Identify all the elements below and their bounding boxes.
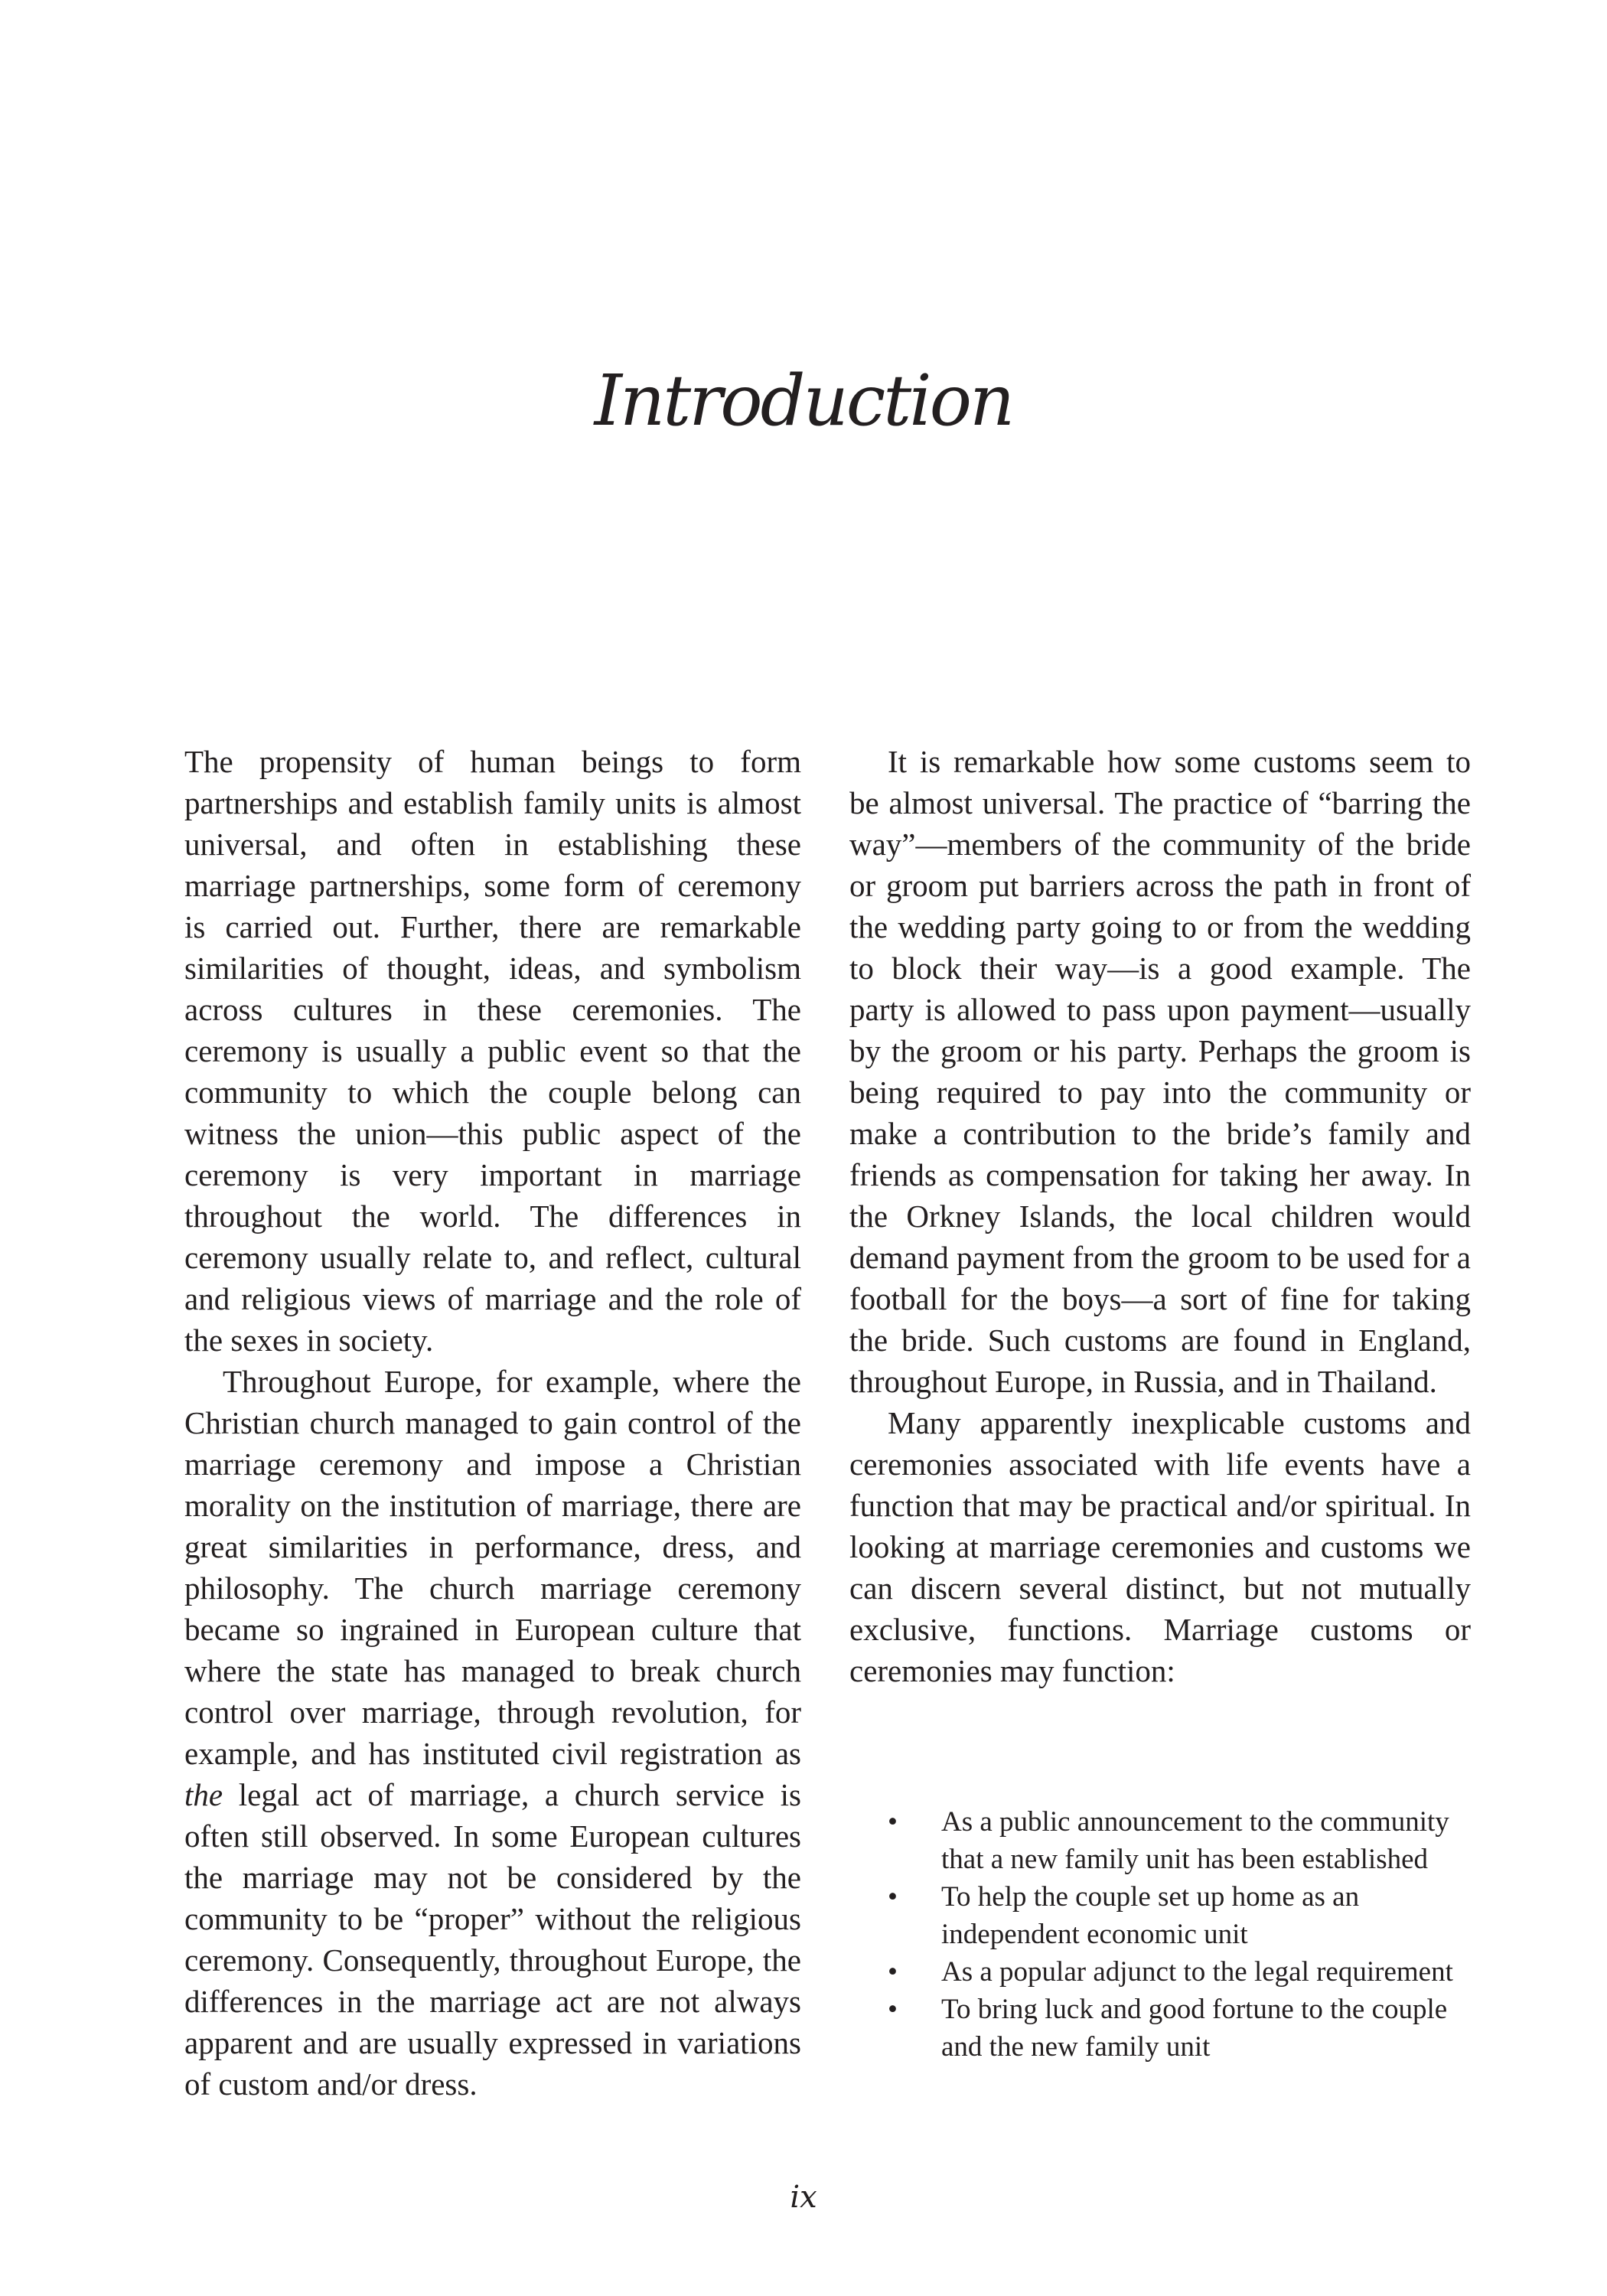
function-list — [888, 1803, 1469, 2066]
body-paragraph-4: Many apparently inexplicable customs and ceremonies associated with life events have a function that may be practical and/or spiritual. In looking at marriage ceremonies and customs we can discern several distinct, but not mutually exclusive, functions. Marriage customs or ceremonies may function: — [849, 1405, 1471, 1688]
page-title: Introduction — [594, 360, 1013, 442]
list-item-text: To bring luck and good fortune to the couple and the new family unit — [941, 1994, 1448, 2063]
bullet-icon: • — [888, 1881, 898, 1913]
body-paragraph-1: The propensity of human beings to form partnerships and establish family units is almost universal, and often in establishing these marriage partnerships, some form of ceremony is carried out. Further, there are remarkable similarities of thought, ideas, and symbolism across cultures in these ceremonies. The ceremony is usually a public event so that the community to which the couple belong can witness the union—this public aspect of the ceremony is very important in marriage throughout the world. The differences in ceremony usually relate to, and reflect, cultural and religious views of marriage and the role of the sexes in society. — [184, 744, 801, 1358]
right-column — [849, 741, 1471, 1691]
list-item-text: As a popular adjunct to the legal requirement — [941, 1956, 1453, 1988]
bullet-icon: • — [888, 1994, 898, 2025]
left-column — [184, 741, 801, 2105]
body-paragraph-2-text-a: Throughout Europe, for example, where the Christian church managed to gain control of the marriage ceremony and impose a Christian morality on the institution of marriage, there are great similarities in performance, dress, and philosophy. The church marriage ceremony became so ingrained in European culture that where the state has managed to break church control over marriage, through revolution, for example, and has instituted civil registration as — [184, 1364, 801, 1771]
list-item — [888, 1991, 1469, 2066]
body-paragraph-2 — [184, 1361, 801, 2105]
page-number: ix — [790, 2180, 817, 2215]
body-paragraph-3: It is remarkable how some customs seem to be almost universal. The practice of “barring the way”—members of the community of the bride or groom put barriers across the path in front of the wedding party going to or from the wedding to block their way—is a good example. The party is allowed to pass upon payment—usually by the groom or his party. Perhaps the groom is being required to pay into the community or make a contribution to the bride’s family and friends as compensation for taking her away. In the Orkney Islands, the local children would demand payment from the groom to be used for a football for the boys—a sort of fine for taking the bride. Such customs are found in England, throughout Europe, in Russia, and in Thailand. — [849, 744, 1471, 1399]
list-item-text: To help the couple set up home as an independent economic unit — [941, 1881, 1360, 1950]
list-item-text: As a public announcement to the community that a new family unit has been established — [941, 1806, 1449, 1875]
list-item — [888, 1803, 1469, 1878]
bullet-icon: • — [888, 1956, 898, 1988]
list-item — [888, 1953, 1469, 1991]
emphasis-the: the — [184, 1777, 223, 1812]
bullet-icon: • — [888, 1806, 898, 1838]
list-item — [888, 1878, 1469, 1953]
body-paragraph-2-text-b: legal act of marriage, a church service is often still observed. In some European cultures the marriage may not be considered by the community to be “proper” without the religious ceremony. Consequently, throughout Europe, the differences in the marriage act are not always apparent and are usually expressed in variations of custom and/or dress. — [184, 1777, 801, 2102]
